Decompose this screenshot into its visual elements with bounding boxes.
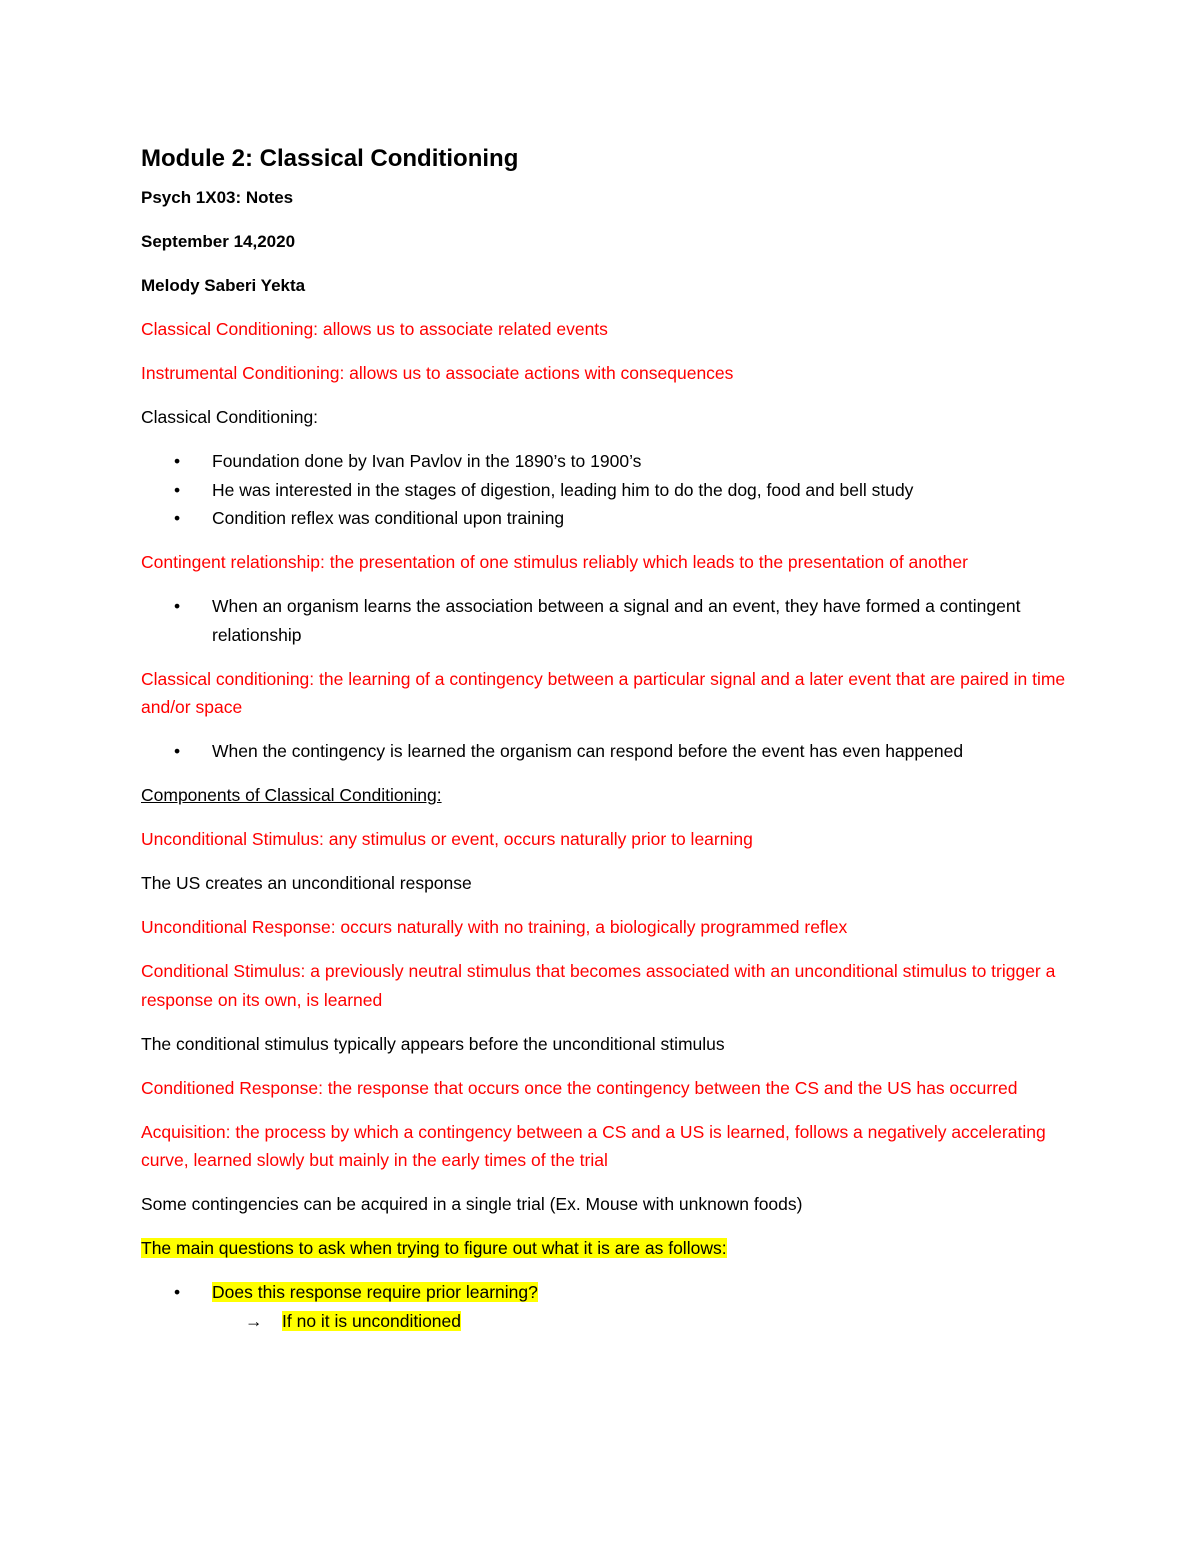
bullet-icon: •	[174, 451, 181, 471]
bullet-icon: •	[174, 1282, 181, 1302]
definition-conditional-stimulus: Conditional Stimulus: a previously neutral stimulus that becomes associated with an unconditional stimulus to trigger a response on its own, is learned	[141, 961, 1056, 1010]
contingent-list	[141, 592, 1071, 649]
list-item: • Condition reflex was conditional upon training	[141, 504, 1071, 533]
bullet-icon: •	[174, 508, 181, 528]
document-page	[141, 140, 1071, 1335]
definition-classical-conditioning: Classical Conditioning: allows us to associate related events	[141, 319, 608, 339]
definition-contingent-relationship: Contingent relationship: the presentation of one stimulus reliably which leads to the presentation of another	[141, 552, 968, 572]
list-item: • Foundation done by Ivan Pavlov in the 1890’s to 1900’s	[141, 447, 1071, 476]
definition-classical-conditioning-learning: Classical conditioning: the learning of a contingency between a particular signal and a later event that are paired in time and/or space	[141, 668, 1066, 717]
classical-conditioning-heading: Classical Conditioning:	[141, 407, 319, 427]
arrow-right-icon: →	[245, 1310, 263, 1331]
definition-acquisition: Acquisition: the process by which a contingency between a CS and a US is learned, follows a negatively accelerating curve, learned slowly but mainly in the early times of the trial	[141, 1121, 1046, 1170]
definition-unconditional-stimulus: Unconditional Stimulus: any stimulus or event, occurs naturally prior to learning	[141, 829, 753, 849]
cc-learning-list	[141, 737, 1071, 766]
us-note: The US creates an unconditional response	[141, 873, 472, 893]
date-label: September 14,2020	[141, 232, 296, 251]
list-item: • When the contingency is learned the organism can respond before the event has even happened	[141, 737, 1071, 766]
bullet-icon: •	[174, 741, 181, 761]
definition-instrumental-conditioning: Instrumental Conditioning: allows us to associate actions with consequences	[141, 363, 734, 383]
questions-heading: The main questions to ask when trying to figure out what it is are as follows:	[141, 1238, 727, 1258]
list-item: • Does this response require prior learning?	[141, 1278, 1071, 1307]
bullet-icon: •	[174, 596, 181, 616]
questions-list	[141, 1278, 1071, 1307]
cs-note: The conditional stimulus typically appears before the unconditional stimulus	[141, 1033, 725, 1054]
author-label: Melody Saberi Yekta	[141, 276, 306, 295]
list-item: • When an organism learns the association between a signal and an event, they have formed a contingent relationship	[141, 592, 1071, 649]
definition-unconditional-response: Unconditional Response: occurs naturally with no training, a biologically programmed reflex	[141, 917, 848, 937]
page-title: Module 2: Classical Conditioning	[141, 145, 519, 172]
acquisition-note: Some contingencies can be acquired in a single trial (Ex. Mouse with unknown foods)	[141, 1194, 803, 1214]
sub-answer-row	[141, 1307, 1071, 1336]
list-item: • He was interested in the stages of digestion, leading him to do the dog, food and bell study	[141, 476, 1071, 505]
bullet-icon: •	[174, 479, 181, 500]
course-label: Psych 1X03: Notes	[141, 188, 294, 207]
sub-answer: If no it is unconditioned	[282, 1310, 462, 1331]
definition-conditioned-response: Conditioned Response: the response that occurs once the contingency between the CS and the US has occurred	[141, 1077, 1018, 1098]
classical-conditioning-list	[141, 447, 1071, 533]
components-heading: Components of Classical Conditioning:	[141, 785, 442, 805]
